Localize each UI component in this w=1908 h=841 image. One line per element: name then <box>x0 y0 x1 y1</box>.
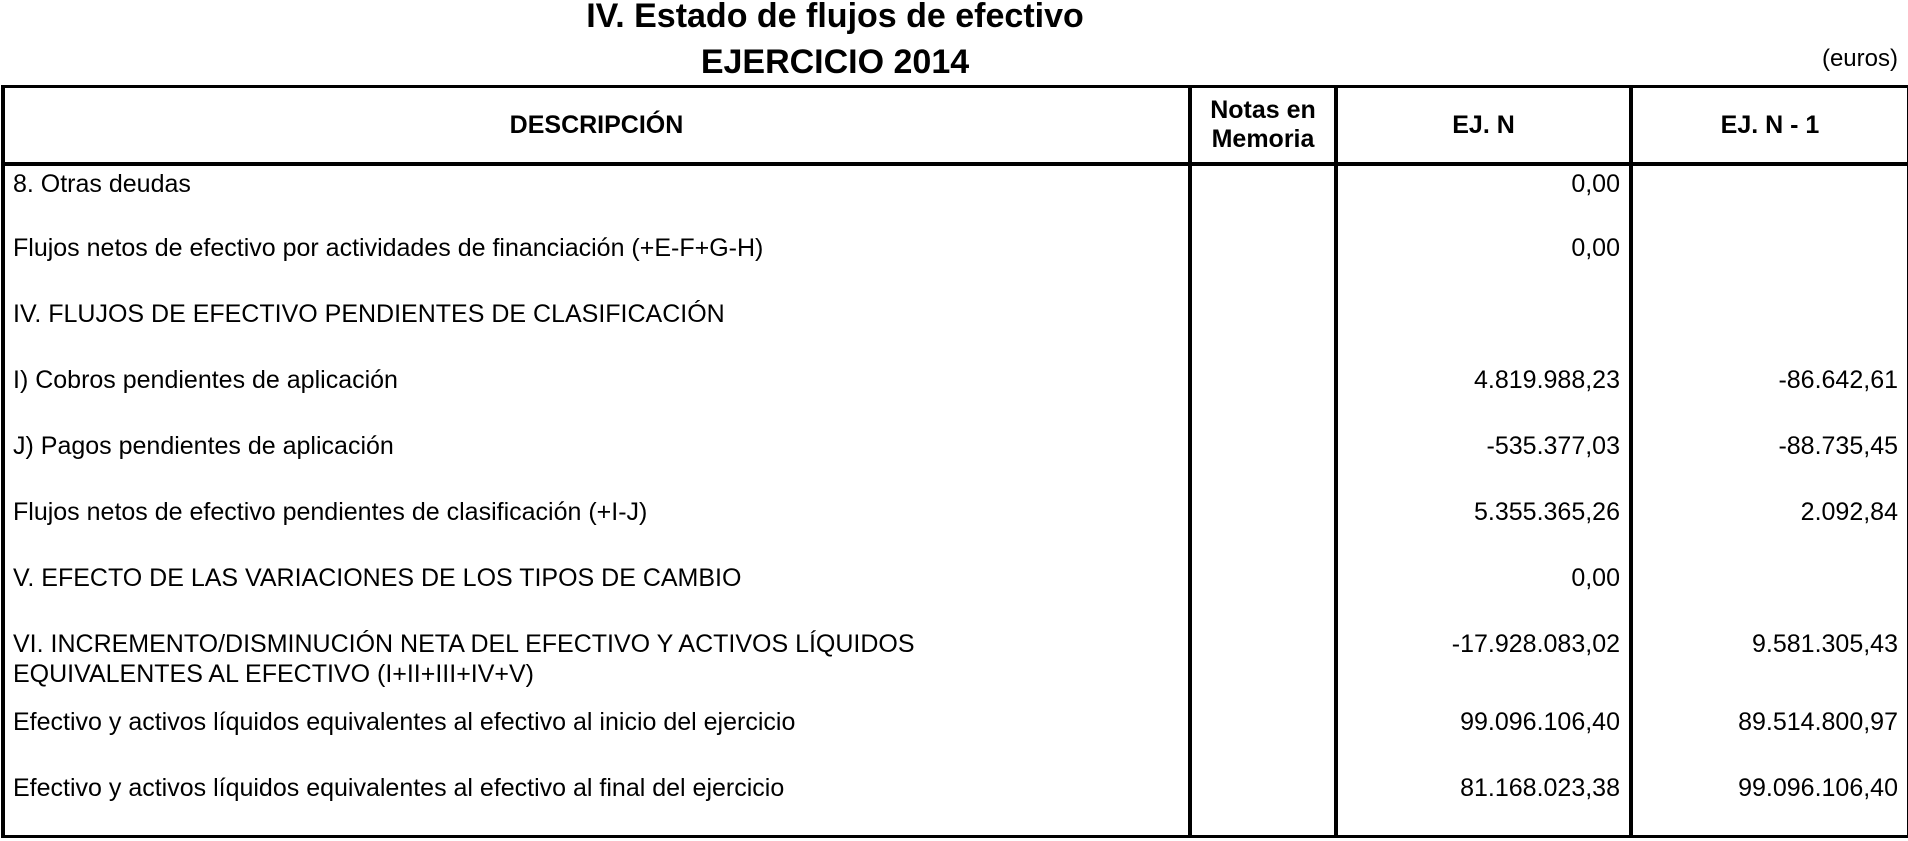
table-row <box>3 164 1908 230</box>
row-description: J) Pagos pendientes de aplicación <box>3 428 1190 494</box>
row-current-value: -17.928.083,02 <box>1336 626 1631 704</box>
row-description: I) Cobros pendientes de aplicación <box>3 362 1190 428</box>
cash-flow-table <box>1 85 1908 838</box>
row-notes <box>1190 770 1336 836</box>
row-description: Flujos netos de efectivo por actividades de financiación (+E-F+G-H) <box>3 230 1190 296</box>
table-row <box>3 428 1908 494</box>
row-description: Efectivo y activos líquidos equivalentes al efectivo al final del ejercicio <box>3 770 1190 836</box>
row-notes <box>1190 560 1336 626</box>
row-description-line: VI. INCREMENTO/DISMINUCIÓN NETA DEL EFECTIVO Y ACTIVOS LÍQUIDOS <box>13 630 915 658</box>
table-row <box>3 230 1908 296</box>
row-description: Efectivo y activos líquidos equivalentes al efectivo al inicio del ejercicio <box>3 704 1190 770</box>
column-header-notes <box>1190 87 1336 165</box>
row-previous-value: 9.581.305,43 <box>1631 626 1908 704</box>
row-previous-value <box>1631 230 1908 296</box>
row-notes <box>1190 164 1336 230</box>
row-previous-value: 89.514.800,97 <box>1631 704 1908 770</box>
table-header-row <box>3 87 1908 165</box>
column-header-notes-line: Memoria <box>1211 125 1315 153</box>
row-previous-value: -88.735,45 <box>1631 428 1908 494</box>
table-row <box>3 704 1908 770</box>
row-current-value <box>1336 296 1631 362</box>
column-header-current-year: EJ. N <box>1336 87 1631 165</box>
page-title: IV. Estado de flujos de efectivo <box>586 0 1084 35</box>
row-notes <box>1190 704 1336 770</box>
row-description <box>3 626 1190 704</box>
row-current-value: -535.377,03 <box>1336 428 1631 494</box>
table-row <box>3 494 1908 560</box>
row-notes <box>1190 362 1336 428</box>
fiscal-year-heading: EJERCICIO 2014 <box>700 43 970 81</box>
table-row <box>3 770 1908 836</box>
row-current-value: 5.355.365,26 <box>1336 494 1631 560</box>
row-description: 8. Otras deudas <box>3 164 1190 230</box>
row-current-value: 4.819.988,23 <box>1336 362 1631 428</box>
column-header-notes-line: Notas en <box>1210 96 1316 124</box>
currency-unit-label: (euros) <box>1821 45 1898 72</box>
row-previous-value: 2.092,84 <box>1631 494 1908 560</box>
row-previous-value <box>1631 164 1908 230</box>
row-current-value: 0,00 <box>1336 230 1631 296</box>
table-row <box>3 296 1908 362</box>
row-previous-value <box>1631 296 1908 362</box>
row-notes <box>1190 626 1336 704</box>
table-row <box>3 362 1908 428</box>
row-current-value: 81.168.023,38 <box>1336 770 1631 836</box>
row-description: Flujos netos de efectivo pendientes de clasificación (+I-J) <box>3 494 1190 560</box>
row-previous-value: 99.096.106,40 <box>1631 770 1908 836</box>
table-row <box>3 626 1908 704</box>
row-description: V. EFECTO DE LAS VARIACIONES DE LOS TIPOS DE CAMBIO <box>3 560 1190 626</box>
column-header-description: DESCRIPCIÓN <box>3 87 1190 165</box>
table-row <box>3 560 1908 626</box>
row-previous-value <box>1631 560 1908 626</box>
row-description-line: EQUIVALENTES AL EFECTIVO (I+II+III+IV+V) <box>13 660 535 688</box>
row-notes <box>1190 230 1336 296</box>
column-header-previous-year: EJ. N - 1 <box>1631 87 1908 165</box>
row-current-value: 0,00 <box>1336 164 1631 230</box>
row-current-value: 0,00 <box>1336 560 1631 626</box>
row-description: IV. FLUJOS DE EFECTIVO PENDIENTES DE CLASIFICACIÓN <box>3 296 1190 362</box>
row-notes <box>1190 428 1336 494</box>
row-previous-value: -86.642,61 <box>1631 362 1908 428</box>
row-notes <box>1190 296 1336 362</box>
row-notes <box>1190 494 1336 560</box>
row-current-value: 99.096.106,40 <box>1336 704 1631 770</box>
